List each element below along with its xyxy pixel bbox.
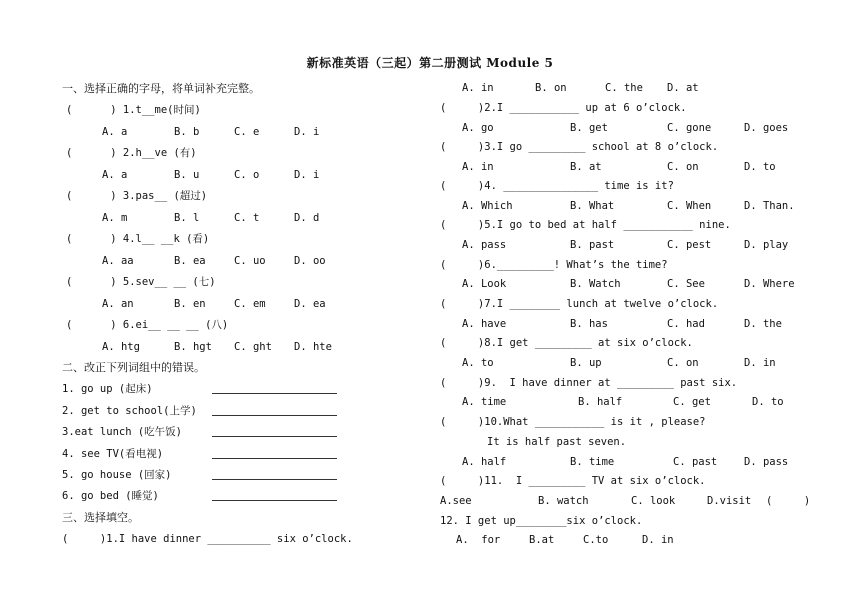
c1-option-b: B. on	[535, 82, 567, 94]
q6-option-a: A. htg	[102, 341, 140, 353]
c8-option-d: D. in	[744, 357, 776, 369]
q4-option-b: B. ea	[174, 255, 206, 267]
q2-option-a: A. a	[102, 169, 128, 181]
c12-stem: 12. I get up________six o’clock.	[440, 515, 643, 527]
c10-option-b: B. time	[570, 456, 615, 468]
c3-option-b: B. at	[570, 161, 602, 173]
fix-item-2: 2. get to school(上学)	[62, 405, 197, 417]
q1-option-b: B. b	[174, 126, 200, 138]
c11-option-d: D.visit	[707, 495, 752, 507]
c9-option-d: D. to	[752, 396, 784, 408]
c12-answer-bracket: ( )	[766, 495, 811, 507]
c10-option-d: D. pass	[744, 456, 789, 468]
c5-option-c: C. pest	[667, 239, 712, 251]
answer-line-5[interactable]	[212, 479, 337, 480]
c4-option-a: A. Which	[462, 200, 513, 212]
c10-option-c: C. past	[673, 456, 718, 468]
q3-option-a: A. m	[102, 212, 128, 224]
q5-option-a: A. an	[102, 298, 134, 310]
c8-option-c: C. on	[667, 357, 699, 369]
c5-option-b: B. past	[570, 239, 615, 251]
section-3-heading: 三、选择填空。	[62, 511, 139, 524]
answer-line-1[interactable]	[212, 393, 337, 394]
c6-option-c: C. See	[667, 278, 705, 290]
c6-option-d: D. Where	[744, 278, 795, 290]
q4-option-a: A. aa	[102, 255, 134, 267]
c12-option-a: A. for	[456, 534, 501, 546]
c12-option-d: D. in	[642, 534, 674, 546]
c2-option-d: D. goes	[744, 122, 789, 134]
fix-item-6: 6. go bed (睡觉)	[62, 490, 159, 502]
c9-stem: ( )9. I have dinner at _________ past six.	[440, 377, 738, 389]
c1-option-c: C. the	[605, 82, 643, 94]
fix-item-1: 1. go up (起床)	[62, 383, 153, 395]
fix-item-3: 3.eat lunch (吃午饭)	[62, 426, 183, 438]
q3-option-b: B. l	[174, 212, 200, 224]
q6-stem: ( ) 6.ei__ __ __ (八)	[66, 319, 229, 331]
c10-option-a: A. half	[462, 456, 507, 468]
c3-option-a: A. in	[462, 161, 494, 173]
fix-item-4: 4. see TV(看电视)	[62, 448, 164, 460]
section-1-heading: 一、选择正确的字母，将单词补充完整。	[62, 82, 260, 95]
c3-stem: ( )3.I go _________ school at 8 o’clock.	[440, 141, 719, 153]
q1-stem: ( ) 1.t__me(时间)	[66, 104, 201, 116]
q3-option-d: D. d	[294, 212, 320, 224]
q4-stem: ( ) 4.l__ __k (看)	[66, 233, 210, 245]
q2-option-c: C. o	[234, 169, 260, 181]
q2-stem: ( ) 2.h__ve (有)	[66, 147, 197, 159]
c7-stem: ( )7.I ________ lunch at twelve o’clock.	[440, 298, 719, 310]
c7-option-d: D. the	[744, 318, 782, 330]
q6-option-c: C. ght	[234, 341, 272, 353]
c3-option-d: D. to	[744, 161, 776, 173]
c11-option-b: B. watch	[538, 495, 589, 507]
c6-stem: ( )6._________! What’s the time?	[440, 259, 668, 271]
c1-stem: ( )1.I have dinner __________ six o’clock.	[62, 533, 353, 545]
c9-option-c: C. get	[673, 396, 711, 408]
c11-option-a: A.see	[440, 495, 472, 507]
answer-line-2[interactable]	[212, 415, 337, 416]
c4-option-b: B. What	[570, 200, 615, 212]
c3-option-c: C. on	[667, 161, 699, 173]
c8-stem: ( )8.I get _________ at six o’clock.	[440, 337, 693, 349]
c4-option-d: D. Than.	[744, 200, 795, 212]
q5-stem: ( ) 5.sev__ __ (七)	[66, 276, 216, 288]
c10-stem: ( )10.What ___________ is it , please?	[440, 416, 706, 428]
c12-option-c: C.to	[583, 534, 609, 546]
page-title: 新标准英语（三起）第二册测试 Module 5	[306, 56, 554, 70]
c8-option-b: B. up	[570, 357, 602, 369]
c6-option-b: B. Watch	[570, 278, 621, 290]
c7-option-a: A. have	[462, 318, 507, 330]
c2-option-c: C. gone	[667, 122, 712, 134]
q6-option-d: D. hte	[294, 341, 332, 353]
c5-option-d: D. play	[744, 239, 789, 251]
q3-stem: ( ) 3.pas__ (超过)	[66, 190, 208, 202]
q6-option-b: B. hgt	[174, 341, 212, 353]
c9-option-b: B. half	[578, 396, 623, 408]
c1-option-d: D. at	[667, 82, 699, 94]
c7-option-b: B. has	[570, 318, 608, 330]
c10-sub-line: It is half past seven.	[487, 436, 627, 448]
q2-option-b: B. u	[174, 169, 200, 181]
c9-option-a: A. time	[462, 396, 507, 408]
answer-line-3[interactable]	[212, 436, 337, 437]
c2-stem: ( )2.I ___________ up at 6 o’clock.	[440, 102, 687, 114]
q4-option-d: D. oo	[294, 255, 326, 267]
q1-option-d: D. i	[294, 126, 320, 138]
answer-line-4[interactable]	[212, 458, 337, 459]
c6-option-a: A. Look	[462, 278, 507, 290]
c2-option-a: A. go	[462, 122, 494, 134]
c1-option-a: A. in	[462, 82, 494, 94]
q1-option-c: C. e	[234, 126, 260, 138]
c4-option-c: C. When	[667, 200, 712, 212]
c11-option-c: C. look	[631, 495, 676, 507]
c5-stem: ( )5.I go to bed at half ___________ nine.	[440, 219, 731, 231]
c5-option-a: A. pass	[462, 239, 507, 251]
q5-option-d: D. ea	[294, 298, 326, 310]
q1-option-a: A. a	[102, 126, 128, 138]
c7-option-c: C. had	[667, 318, 705, 330]
answer-line-6[interactable]	[212, 500, 337, 501]
q2-option-d: D. i	[294, 169, 320, 181]
q5-option-b: B. en	[174, 298, 206, 310]
c4-stem: ( )4. _______________ time is it?	[440, 180, 674, 192]
fix-item-5: 5. go house (回家)	[62, 469, 172, 481]
c11-stem: ( )11. I _________ TV at six o’clock.	[440, 475, 706, 487]
q4-option-c: C. uo	[234, 255, 266, 267]
q5-option-c: C. em	[234, 298, 266, 310]
c8-option-a: A. to	[462, 357, 494, 369]
c2-option-b: B. get	[570, 122, 608, 134]
c12-option-b: B.at	[529, 534, 555, 546]
section-2-heading: 二、改正下列词组中的错误。	[62, 361, 205, 374]
q3-option-c: C. t	[234, 212, 260, 224]
